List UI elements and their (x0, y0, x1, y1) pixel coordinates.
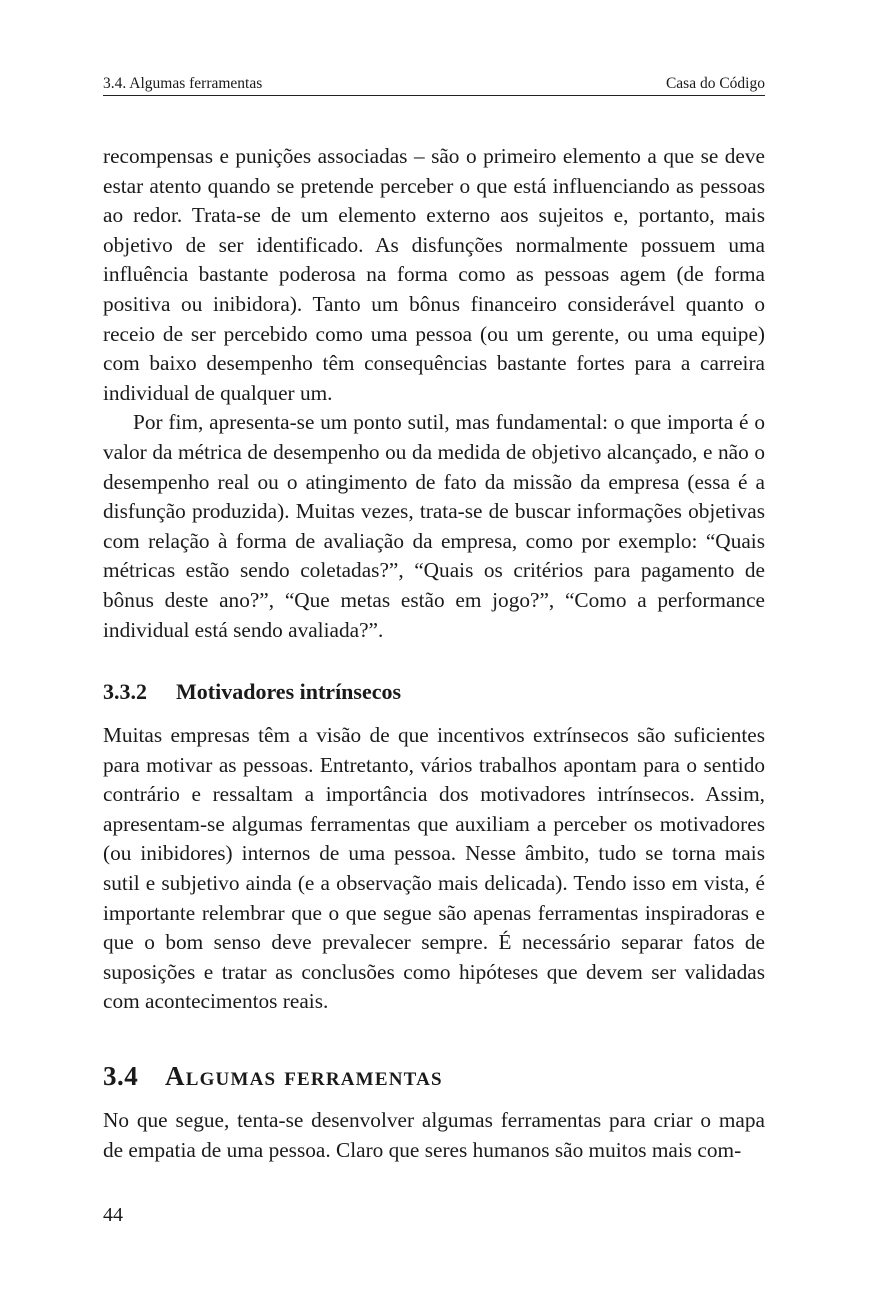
section-body (103, 1106, 765, 1165)
header-publisher: Casa do Código (665, 75, 765, 92)
subsection-title: Motivadores intrínsecos (176, 679, 402, 704)
running-header (103, 74, 765, 96)
subsection-heading (103, 677, 401, 707)
section-number: 3.4 (103, 1061, 139, 1091)
subsection-number: 3.3.2 (103, 679, 147, 704)
paragraph: Por fim, apresenta-se um ponto sutil, mas fundamental: o que importa é o valor da métrica de desempenho ou da medida de objetivo alcançado, e não o desempenho real ou o atingimento de fato da missão da empresa (essa é a disfunção produzida). Muitas vezes, trata-se de buscar informações objetivas com relação à forma de avaliação da empresa, como por exemplo: “Quais métricas estão sendo coletadas?”, “Quais os critérios para pagamento de bônus deste ano?”, “Que metas estão em jogo?”, “Como a performance individual está sendo avaliada?”. (103, 410, 765, 642)
header-section-title: 3.4. Algumas ferramentas (103, 75, 263, 92)
paragraph: No que segue, tenta-se desenvolver algumas ferramentas para criar o mapa de empatia de uma pessoa. Claro que seres humanos são muitos mais com- (103, 1108, 765, 1162)
subsection-body (103, 721, 765, 1017)
section-title: Algumas ferramentas (165, 1061, 443, 1091)
section-heading (103, 1059, 443, 1093)
page-number: 44 (103, 1204, 123, 1226)
paragraph: Muitas empresas têm a visão de que incentivos extrínsecos são suficientes para motivar as pessoas. Entretanto, vários trabalhos apontam para o sentido contrário e ressaltam a importância dos motivadores intrínsecos. Assim, apresentam-se algumas ferramentas que auxiliam a perceber os motivadores (ou inibidores) internos de uma pessoa. Nesse âmbito, tudo se torna mais sutil e subjetivo ainda (e a observação mais delicada). Tendo isso em vista, é importante relembrar que o que segue são apenas ferramentas inspiradoras e que o bom senso deve prevalecer sempre. É necessário separar fatos de suposições e tratar as conclusões como hipóteses que devem ser validadas com acontecimentos reais. (103, 723, 765, 1014)
paragraph-continued: recompensas e punições associadas – são o primeiro elemento a que se deve estar atento quando se pretende perceber o que está influenciando as pessoas ao redor. Trata-se de um elemento externo aos sujeitos e, portanto, mais objetivo de ser identificado. As disfunções normalmente possuem uma influência bastante poderosa na forma como as pessoas agem (de forma positiva ou inibidora). Tanto um bônus financeiro considerável quanto o receio de ser percebido como uma pessoa (ou um gerente, ou uma equipe) com baixo desempenho têm consequências bastante fortes para a carreira individual de qualquer um. (103, 144, 765, 405)
body-text-top (103, 142, 765, 645)
